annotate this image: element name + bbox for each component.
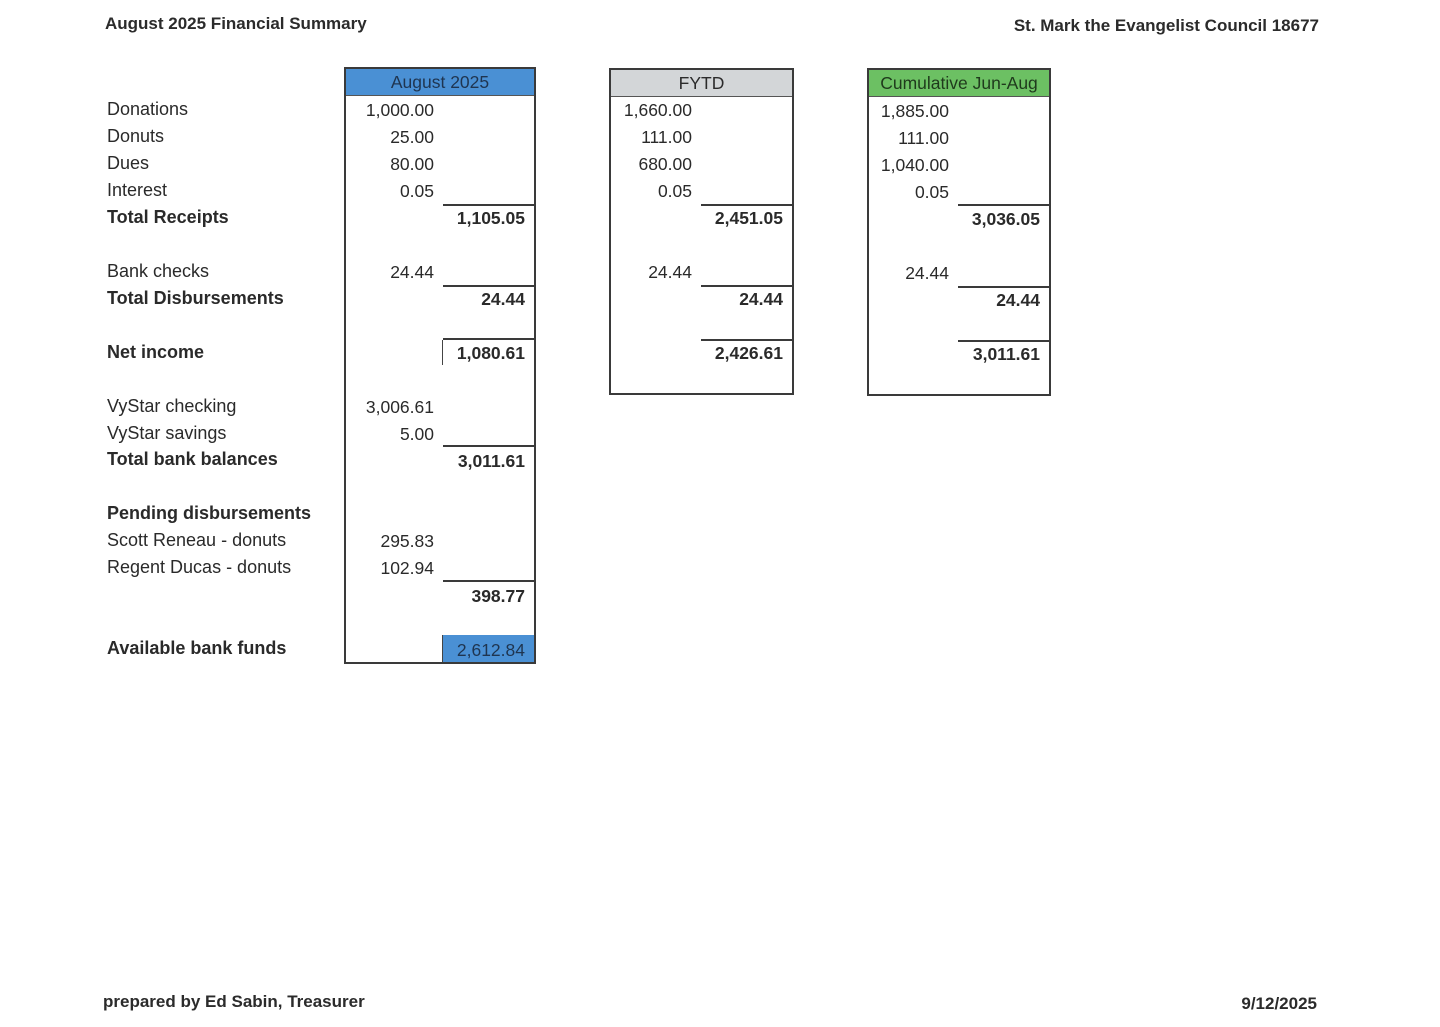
- label-donations: Donations: [107, 99, 189, 119]
- divider: [442, 635, 443, 662]
- fytd-donations: 1,660.00: [623, 100, 692, 120]
- august-regent-ducas: 102.94: [380, 558, 434, 578]
- august-total-bank-balances: 3,011.61: [457, 451, 525, 471]
- august-net-income: 1,080.61: [456, 343, 525, 363]
- label-total-bank-balances: Total bank balances: [107, 449, 278, 469]
- label-scott-reneau: Scott Reneau - donuts: [107, 530, 287, 550]
- cumulative-dues: 1,040.00: [880, 155, 949, 175]
- fytd-net-income: 2,426.61: [714, 343, 783, 363]
- august-total-receipts: 1,105.05: [456, 208, 525, 228]
- august-header: August 2025: [346, 69, 534, 96]
- prepared-by: prepared by Ed Sabin, Treasurer: [103, 992, 365, 1011]
- label-dues: Dues: [107, 153, 150, 173]
- label-bank-checks: Bank checks: [107, 261, 210, 281]
- label-interest: Interest: [107, 180, 168, 200]
- report-date: 9/12/2025: [1241, 994, 1317, 1013]
- cumulative-header: Cumulative Jun-Aug: [869, 70, 1049, 97]
- underline: [958, 340, 1049, 342]
- label-available-bank-funds: Available bank funds: [107, 638, 287, 658]
- fytd-donuts: 111.00: [641, 127, 692, 147]
- fytd-dues: 680.00: [638, 154, 692, 174]
- august-interest: 0.05: [399, 181, 434, 201]
- organization-name: St. Mark the Evangelist Council 18677: [1013, 16, 1319, 35]
- cumulative-total-receipts: 3,036.05: [971, 209, 1040, 229]
- cumulative-interest: 0.05: [914, 182, 949, 202]
- fytd-interest: 0.05: [657, 181, 692, 201]
- label-total-receipts: Total Receipts: [107, 207, 229, 227]
- underline: [701, 204, 792, 206]
- underline: [958, 286, 1049, 288]
- label-donuts: Donuts: [107, 126, 165, 146]
- label-total-disbursements: Total Disbursements: [107, 288, 284, 308]
- label-regent-ducas: Regent Ducas - donuts: [107, 557, 292, 577]
- divider: [442, 340, 443, 365]
- label-net-income: Net income: [107, 342, 205, 362]
- august-available-bank-funds: 2,612.84: [456, 640, 525, 660]
- underline: [443, 285, 534, 287]
- cumulative-donuts: 111.00: [898, 128, 949, 148]
- underline: [443, 204, 534, 206]
- august-donuts: 25.00: [390, 127, 434, 147]
- cumulative-total-disbursements: 24.44: [996, 290, 1040, 310]
- underline: [443, 338, 534, 340]
- label-vystar-savings: VyStar savings: [107, 423, 227, 443]
- label-vystar-checking: VyStar checking: [107, 396, 237, 416]
- august-pending-total: 398.77: [471, 586, 525, 606]
- august-scott-reneau: 295.83: [380, 531, 434, 551]
- august-column: [344, 67, 536, 664]
- underline: [701, 285, 792, 287]
- august-vystar-checking: 3,006.61: [365, 397, 434, 417]
- report-title: August 2025 Financial Summary: [105, 14, 367, 33]
- fytd-total-receipts: 2,451.05: [714, 208, 783, 228]
- cumulative-donations: 1,885.00: [880, 101, 949, 121]
- cumulative-net-income: 3,011.61: [972, 344, 1040, 364]
- august-total-disbursements: 24.44: [481, 289, 525, 309]
- august-donations: 1,000.00: [365, 100, 434, 120]
- august-vystar-savings: 5.00: [399, 424, 434, 444]
- label-pending-disbursements: Pending disbursements: [107, 503, 312, 523]
- underline: [443, 445, 534, 447]
- fytd-header: FYTD: [611, 70, 792, 97]
- underline: [701, 339, 792, 341]
- cumulative-bank-checks: 24.44: [905, 263, 949, 283]
- august-dues: 80.00: [390, 154, 434, 174]
- august-bank-checks: 24.44: [390, 262, 434, 282]
- fytd-bank-checks: 24.44: [648, 262, 692, 282]
- underline: [443, 580, 534, 582]
- underline: [958, 204, 1049, 206]
- fytd-total-disbursements: 24.44: [739, 289, 783, 309]
